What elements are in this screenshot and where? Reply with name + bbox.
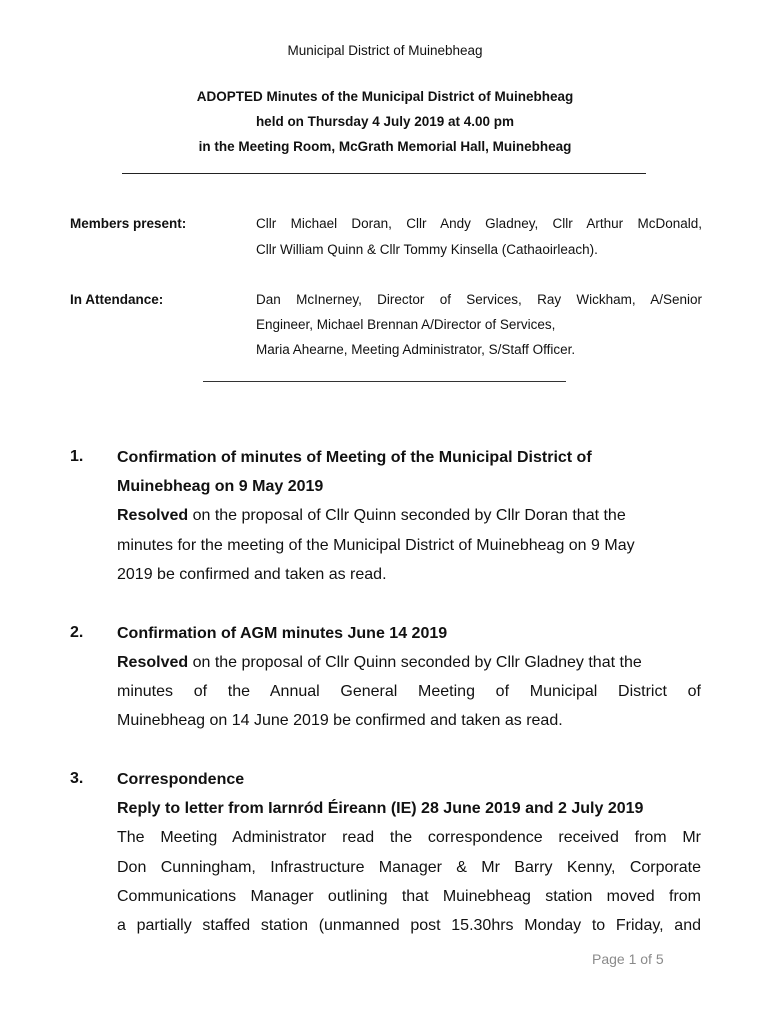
attendance-line-2: Engineer, Michael Brennan A/Director of Services, <box>256 317 556 332</box>
item-3-heading-1: Correspondence <box>117 771 245 788</box>
item-3-heading-2: Reply to letter from Iarnród Éireann (IE) 28 June 2019 and 2 July 2019 <box>117 800 644 817</box>
item-1-resolved-rest: on the proposal of Cllr Quinn seconded by Cllr Doran that the <box>188 507 626 524</box>
item-3-body-2: Don Cunningham, Infrastructure Manager & Mr Barry Kenny, Corporate <box>117 859 701 876</box>
item-3-body-1: The Meeting Administrator read the correspondence received from Mr <box>117 829 701 846</box>
item-1-body-1: minutes for the meeting of the Municipal District of Muinebheag on 9 May <box>117 537 635 554</box>
item-1-resolved-word: Resolved <box>117 507 189 524</box>
title-line-3: in the Meeting Room, McGrath Memorial Hall, Muinebheag <box>198 139 572 154</box>
item-1-resolved-line <box>117 506 701 526</box>
members-line-2: Cllr William Quinn & Cllr Tommy Kinsella (Cathaoirleach). <box>256 242 598 257</box>
members-line-1: Cllr Michael Doran, Cllr Andy Gladney, Cllr Arthur McDonald, <box>256 216 702 231</box>
item-3-body-3: Communications Manager outlining that Muinebheag station moved from <box>117 888 701 905</box>
item-2-body-1: minutes of the Annual General Meeting of Municipal District of <box>117 683 701 700</box>
item-1-heading-1: Confirmation of minutes of Meeting of the Municipal District of <box>117 449 592 466</box>
members-label: Members present: <box>70 216 187 231</box>
item-3-number: 3. <box>70 770 84 787</box>
item-1-body-2: 2019 be confirmed and taken as read. <box>117 566 387 583</box>
attendance-label: In Attendance: <box>70 292 164 307</box>
item-1-heading-2: Muinebheag on 9 May 2019 <box>117 478 324 495</box>
page-number: Page 1 of 5 <box>592 951 664 967</box>
attendance-line-1: Dan McInerney, Director of Services, Ray Wickham, A/Senior <box>256 292 702 307</box>
title-line-1: ADOPTED Minutes of the Municipal District of Muinebheag <box>196 89 574 104</box>
title-line-2: held on Thursday 4 July 2019 at 4.00 pm <box>255 114 515 129</box>
attendance-line-3: Maria Ahearne, Meeting Administrator, S/Staff Officer. <box>256 342 576 357</box>
title-divider <box>122 173 646 174</box>
item-2-body-2: Muinebheag on 14 June 2019 be confirmed and taken as read. <box>117 712 563 729</box>
item-2-resolved-line <box>117 653 701 673</box>
item-2-resolved-word: Resolved <box>117 654 189 671</box>
item-2-number: 2. <box>70 624 84 641</box>
item-2-resolved-rest: on the proposal of Cllr Quinn seconded by Cllr Gladney that the <box>188 654 642 671</box>
item-2-heading-1: Confirmation of AGM minutes June 14 2019 <box>117 625 448 642</box>
district-header: Municipal District of Muinebheag <box>287 43 483 58</box>
attendance-divider <box>203 381 566 382</box>
item-1-number: 1. <box>70 448 84 465</box>
item-3-body-4: a partially staffed station (unmanned post 15.30hrs Monday to Friday, and <box>117 917 701 934</box>
